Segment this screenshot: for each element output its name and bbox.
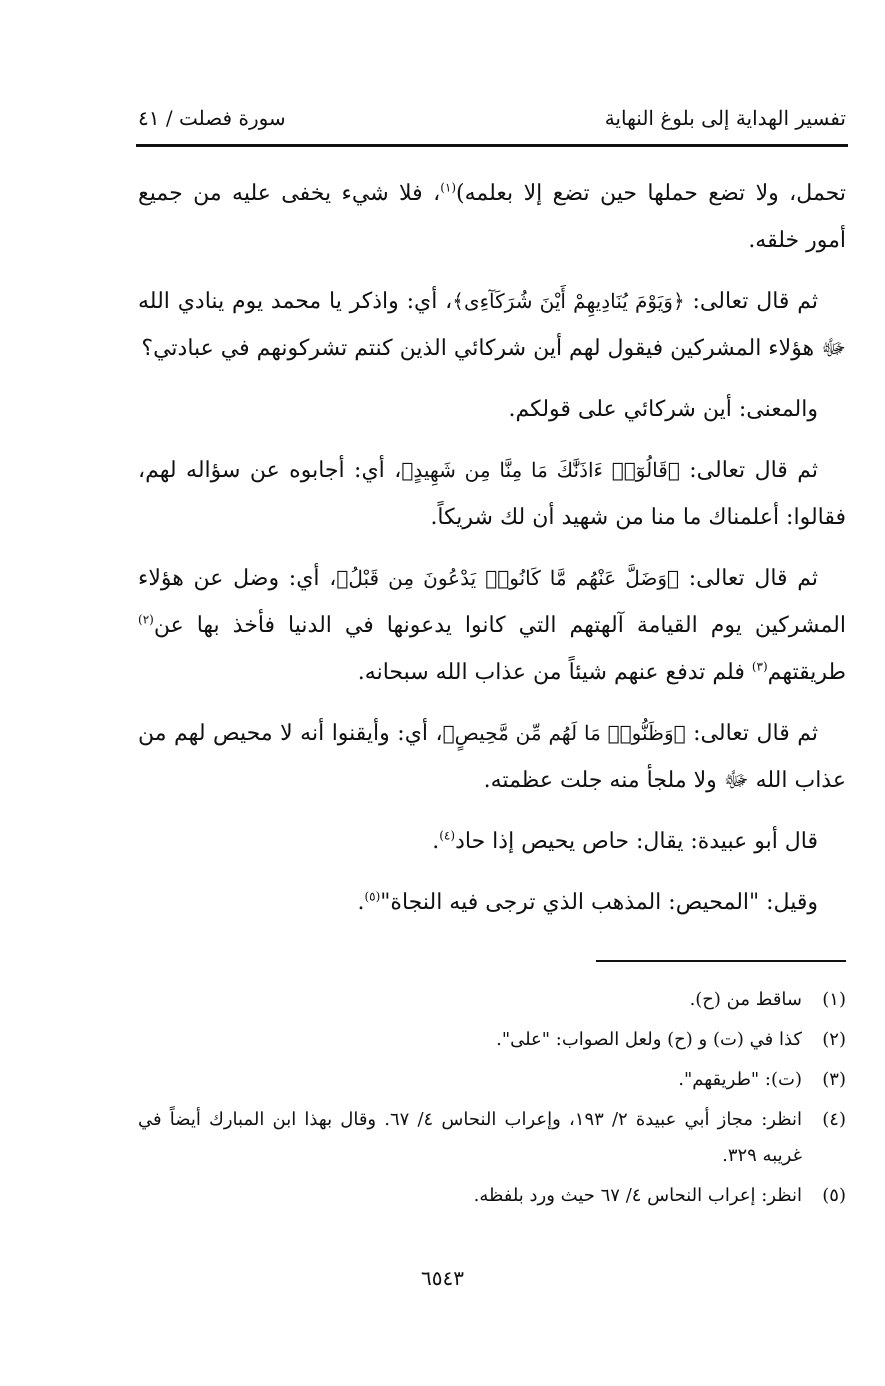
paragraph-3: والمعنى: أين شركائي على قولكم.	[508, 397, 818, 422]
paragraph-1: تحمل، ولا تضع حملها حين تضع إلا بعلمه)$^{(١)}$، فلا شيء يخفى عليه من جميع أمور خلقه.	[138, 180, 846, 253]
surah-label: سورة فصلت / ٤١	[138, 106, 286, 130]
paragraph-6: ثم قال تعالى: ﴿وَظَنُّوا۟ مَا لَهُم مِّن مَّحِيصٍ﴾، أي: وأيقنوا أنه لا محيص لهم من عذاب الله ﷻ ولا ملجأ منه جلت عظمته.	[138, 721, 846, 793]
footnote-number: (٣)	[822, 1069, 846, 1090]
footnote-text: ساقط من (ح).	[689, 989, 802, 1010]
running-header	[138, 100, 846, 140]
footnote-ref-1: (١)	[440, 180, 457, 195]
header-divider	[136, 144, 848, 147]
footnote-ref-4: (٤)	[439, 828, 456, 843]
footnotes	[138, 982, 846, 1218]
footnote-number: (١)	[822, 989, 846, 1010]
paragraph-5: ثم قال تعالى: ﴿وَضَلَّ عَنْهُم مَّا كَانُوا۟ يَدْعُونَ مِن قَبْلُ﴾، أي: وضل عن هؤلاء المشركين يوم القيامة آلهتهم التي كانوا يدعونها في الدنيا فأخذ بها عن$^{(٢)}$ طريقتهم$^{(٣)}$ فلم تدفع عنهم شيئاً من عذاب الله سبحانه.	[138, 566, 846, 685]
footnote-number: (٢)	[822, 1029, 846, 1050]
footnote-item	[138, 982, 846, 1018]
footnote-item	[138, 1178, 846, 1214]
footnote-text: (ت): "طريقهم".	[678, 1069, 802, 1090]
book-title: تفسير الهداية إلى بلوغ النهاية	[604, 106, 846, 130]
footnote-item	[138, 1022, 846, 1058]
footnote-text: انظر: مجاز أبي عبيدة ٢/ ١٩٣، وإعراب النحاس ٤/ ٦٧. وقال بهذا ابن المبارك أيضاً في غريبه ٣٢٩.	[138, 1109, 802, 1166]
footnote-number: (٥)	[822, 1185, 846, 1206]
paragraph-4: ثم قال تعالى: ﴿قَالُوٓا۟ ءَاذَنَّٰكَ مَا مِنَّا مِن شَهِيدٍ﴾، أي: أجابوه عن سؤاله لهم، فقالوا: أعلمناك ما منا من شهيد أن لك شريكاً.	[138, 458, 846, 530]
footnote-ref-2: (٢)	[138, 612, 154, 627]
footnote-number: (٤)	[822, 1109, 846, 1130]
footnote-item	[138, 1102, 846, 1174]
paragraph-8: وقيل: "المحيص: المذهب الذي ترجى فيه النجاة"$^{(٥)}$.	[357, 889, 818, 915]
footnote-divider	[596, 960, 846, 962]
quran-verse: ﴿قَالُوٓا۟ ءَاذَنَّٰكَ مَا مِنَّا مِن شَهِيدٍ﴾	[401, 458, 680, 482]
footnote-text: كذا في (ت) و (ح) ولعل الصواب: "على".	[496, 1029, 802, 1050]
footnote-ref-5: (٥)	[364, 889, 381, 904]
quran-verse: ﴿وَيَوْمَ يُنَادِيهِمْ أَيْنَ شُرَكَآءِى﴾	[452, 289, 685, 313]
quran-verse: ﴿وَظَنُّوا۟ مَا لَهُم مِّن مَّحِيصٍ﴾	[442, 721, 686, 745]
footnote-ref-3: (٣)	[751, 659, 768, 674]
footnote-text: انظر: إعراب النحاس ٤/ ٦٧ حيث ورد بلفظه.	[473, 1185, 802, 1206]
quran-verse: ﴿وَضَلَّ عَنْهُم مَّا كَانُوا۟ يَدْعُونَ مِن قَبْلُ﴾	[336, 566, 680, 590]
footnote-item	[138, 1062, 846, 1098]
page-number: ٦٥٤٣	[421, 1266, 464, 1290]
paragraph-7: قال أبو عبيدة: يقال: حاص يحيص إذا حاد$^{(٤)}$.	[432, 828, 818, 854]
main-text	[138, 170, 846, 940]
paragraph-2: ثم قال تعالى: ﴿وَيَوْمَ يُنَادِيهِمْ أَيْنَ شُرَكَآءِى﴾، أي: واذكر يا محمد يوم ينادي الله ﷻ هؤلاء المشركين فيقول لهم أين شركائي الذين كنتم تشركونهم في عبادتي؟	[138, 289, 846, 361]
